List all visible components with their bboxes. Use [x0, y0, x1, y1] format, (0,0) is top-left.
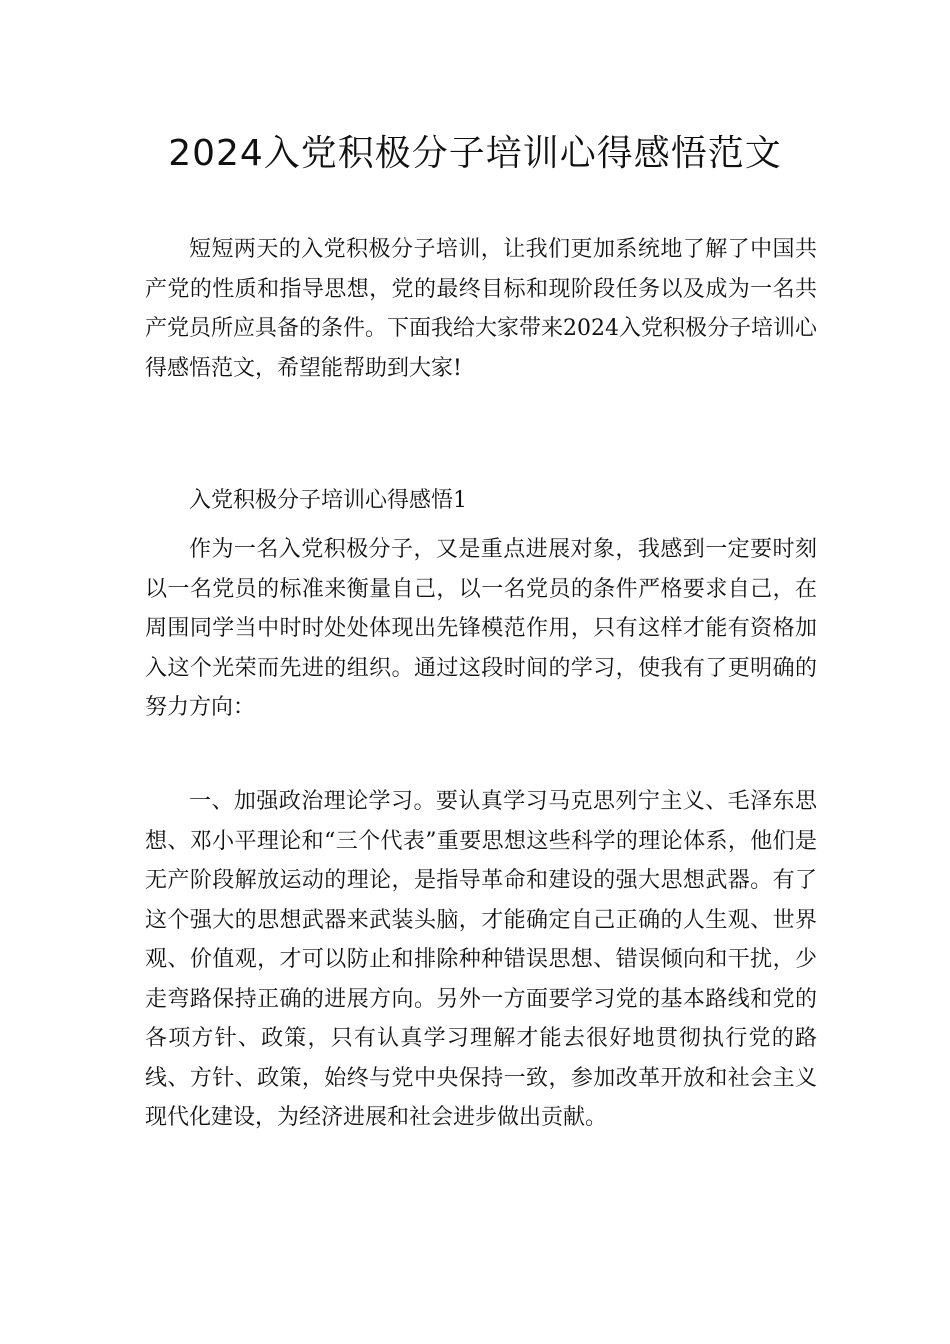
intro-paragraph: 短短两天的入党积极分子培训，让我们更加系统地了解了中国共产党的性质和指导思想，党的最终目标和现阶段任务以及成为一名共产党员所应具备的条件。下面我给大家带来2024入党积极分子培训心得感悟范文，希望能帮助到大家!	[145, 237, 817, 381]
document-title: 2024入党积极分子培训心得感悟范文	[168, 133, 782, 174]
section-heading: 入党积极分子培训心得感悟1	[189, 488, 467, 513]
body-paragraph-2: 一、加强政治理论学习。要认真学习马克思列宁主义、毛泽东思想、邓小平理论和“三个代表”重要思想这些科学的理论体系，他们是无产阶段解放运动的理论，是指导革命和建设的强大思想武器。有了这个强大的思想武器来武装头脑，才能确定自己正确的人生观、世界观、价值观，才可以防止和排除种种错误思想、错误倾向和干扰，少走弯路保持正确的进展方向。另外一方面要学习党的基本路线和党的各项方针、政策，只有认真学习理解才能去很好地贯彻执行党的路线、方针、政策，始终与党中央保持一致，参加改革开放和社会主义现代化建设，为经济进展和社会进步做出贡献。	[145, 789, 817, 1130]
body-paragraph-1: 作为一名入党积极分子，又是重点进展对象，我感到一定要时刻以一名党员的标准来衡量自己，以一名党员的条件严格要求自己，在周围同学当中时时处处体现出先锋模范作用，只有这样才能有资格加入这个光荣而先进的组织。通过这段时间的学习，使我有了更明确的努力方向：	[145, 537, 817, 720]
